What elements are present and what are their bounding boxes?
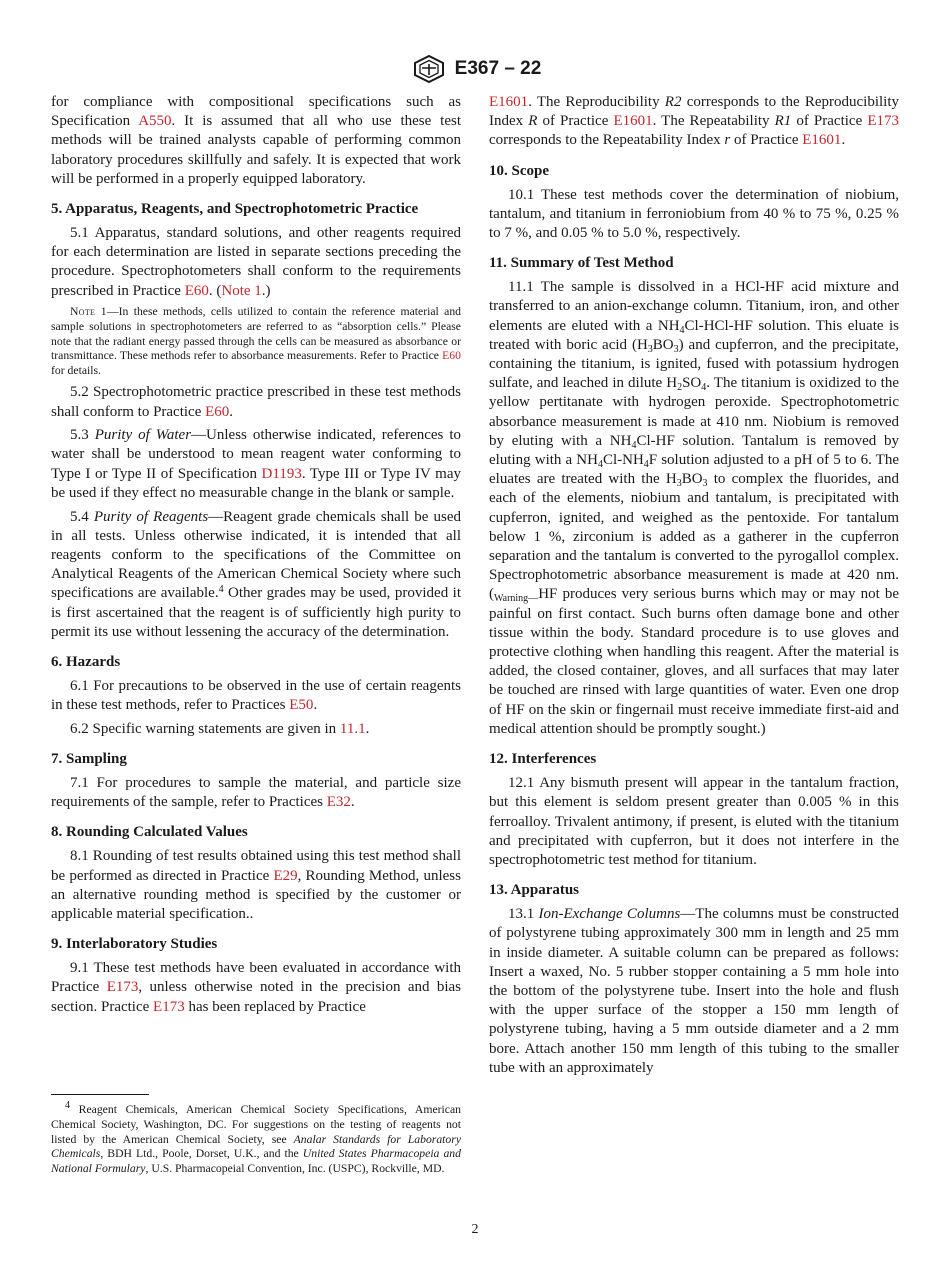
link-e60[interactable]: E60 bbox=[184, 282, 209, 299]
section-8-heading: 8. Rounding Calculated Values bbox=[51, 824, 248, 841]
paragraph-13-1: 13.1 Ion-Exchange Columns—The columns must be constructed of polystyrene tubing approximately 300 mm in length and 25 mm in inside diameter. A suitable column can be prepared as follows: Insert a waxed, No. 5 rubber stopper containing a 5 mm hole into the bottom of the polystyrene tube. Insert into the hole and flush with the upper surface of the stopper a 150 mm length of polystyrene tubing, having a 5 mm outside diameter and a 2 mm bore. Attach another 150 mm length of this tubing to the smaller tube with an approximately bbox=[489, 906, 900, 1076]
section-10-heading: 10. Scope bbox=[489, 162, 549, 179]
link-11-1[interactable]: 11.1 bbox=[339, 720, 366, 737]
link-note-1[interactable]: Note 1 bbox=[221, 282, 262, 299]
link-d1193[interactable]: D1193 bbox=[261, 465, 302, 482]
link-e1601[interactable]: E1601 bbox=[489, 94, 529, 110]
paragraph-5-4: 5.4 Purity of Reagents—Reagent grade chemicals shall be used in all tests. Unless otherwise indicated, it is intended that all reagents conform to the specifications of the Committee on Analytical Reagents of the American Chemical Society where such specifications are available.$^4$ Other grades may be used, provided it is first ascertained that the reagent is of sufficiently high purity to permit its use without lessening the accuracy of the determination. bbox=[51, 508, 461, 640]
paragraph-11-1: 11.1 The sample is dissolved in a HCl-HF acid mixture and transferred to an anion-exchange column. Titanium, iron, and other elements are eluted with a $NH_4Cl-HCl-HF$ solution. This eluate is treated with boric acid $(H_3BO_3)$ and cupferron, and the precipitate, containing the titanium, is ignited, fused with potassium hydrogen sulfate, and leached in dilute $H_2SO_4$. The titanium is oxidized to the yellow pertitanate with hydrogen peroxide. Spectrophotometric absorbance measurement is made at 410 nm. Niobium is removed by eluting with a $NH_4Cl-HF$ solution. Tantalum is removed by eluting with a $NH_4Cl-NH_4F$ solution adjusted to a pH of 5 to 6. The eluates are treated with the $H_3BO_3$ to complex the fluorides, and each of the elements, niobium and tantalum, is precipitated with cupferron, ignited, and weighed as the pentoxide. For tantalum below 1 %, zirconium is added as a gatherer in the cupferron separation and the tantalum is converted to the pyrogallol complex. Spectrophotometric absorbance measurement is made at 420 nm. ($_{Warning—}HF$ produces very serious burns which may or may not be painful on first contact. Such burns often damage bone and other tissue within the body. Standard procedure is to use gloves and protective clothing when handling this reagent. After the material is added, the closed container, gloves, and all surfaces that may later be touched are rinsed with large quantities of water. Even one drop of HF on the skin or fingernail must receive immediate first-aid and medical attention should be promptly sought.) bbox=[489, 279, 899, 737]
paragraph-7-1: 7.1 For procedures to sample the material, and particle size requirements of the sample, refer to Practices E32. bbox=[51, 775, 461, 811]
link-e173[interactable]: E173 bbox=[867, 113, 899, 130]
footnote-ref-4[interactable]: 4 bbox=[218, 584, 224, 596]
paragraph-5-1: 5.1 Apparatus, standard solutions, and other reagents required for each determination are listed in separate sections preceding the procedure. Spectrophotometers shall conform to the requirements prescribed in Practice E60. (Note 1.) bbox=[51, 225, 461, 299]
section-5-heading: 5. Apparatus, Reagents, and Spectrophotometric Practice bbox=[51, 201, 419, 218]
section-6-heading: 6. Hazards bbox=[51, 653, 121, 670]
link-e60[interactable]: E60 bbox=[442, 349, 461, 363]
section-9-heading: 9. Interlaboratory Studies bbox=[51, 936, 218, 953]
paragraph-9-1-continued: E1601. The Reproducibility R2 corresponds to the Reproducibility Index R of Practice E1601. The Repeatability R1 of Practice E173 corresponds to the Repeatability Index r of Practice E1601. bbox=[489, 94, 899, 149]
link-e29[interactable]: E29 bbox=[273, 867, 298, 884]
link-e1601[interactable]: E1601 bbox=[613, 113, 653, 130]
link-e50[interactable]: E50 bbox=[289, 697, 314, 714]
paragraph-8-1: 8.1 Rounding of test results obtained using this test method shall be performed as directed in Practice E29, Rounding Method, unless an alternative rounding method is specified by the customer or applicable material specification.. bbox=[51, 848, 461, 923]
footnote-divider bbox=[51, 1094, 149, 1095]
paragraph-12-1: 12.1 Any bismuth present will appear in the tantalum fraction, but this element is seldom present greater than 0.005 % in this ferroalloy. Trivalent antimony, if present, is eluted with the titanium and precipitated with cupferron, but it does not interfere in the spectrophotometric test method for titanium. bbox=[489, 775, 899, 868]
section-13-heading: 13. Apparatus bbox=[489, 882, 580, 899]
page-number: 2 bbox=[471, 1222, 479, 1237]
intro-paragraph: for compliance with compositional specifications such as Specification A550. It is assumed that all who use these test methods will be trained analysts capable of performing common laboratory procedures skillfully and safely. It is expected that work will be performed in a properly equipped laboratory. bbox=[51, 94, 462, 187]
section-7-heading: 7. Sampling bbox=[51, 751, 127, 768]
paragraph-9-1: 9.1 These test methods have been evaluated in accordance with Practice E173, unless otherwise noted in the precision and bias section. Practice E173 has been replaced by Practice bbox=[51, 960, 462, 1015]
link-e60[interactable]: E60 bbox=[205, 403, 230, 420]
section-12-heading: 12. Interferences bbox=[489, 751, 597, 768]
note-1: Note 1—In these methods, cells utilized to contain the reference material and sample solutions in spectrophotometers are referred to as “absorption cells.” Please note that the radiant energy passed through the cells can be measured as absorbance or transmittance. These methods refer to absorbance measurements. Refer to Practice E60 for details. bbox=[51, 305, 462, 377]
paragraph-5-2: 5.2 Spectrophotometric practice prescribed in these test methods shall conform to Practice E60. bbox=[51, 384, 461, 420]
link-a550[interactable]: A550 bbox=[138, 113, 172, 130]
link-e32[interactable]: E32 bbox=[326, 794, 351, 811]
footnote-4: $^4$ Reagent Chemicals, American Chemical Society Specifications, American Chemical Society, Washington, DC. For suggestions on the testing of reagents not listed by the American Chemical Society, see Analar Standards for Laboratory Chemicals, BDH Ltd., Poole, Dorset, U.K., and the United States Pharmacopeia and National Formulary, U.S. Pharmacopeial Convention, Inc. (USPC), Rockville, MD. bbox=[51, 1100, 462, 1176]
astm-logo-icon bbox=[409, 53, 449, 85]
link-e173[interactable]: E173 bbox=[106, 979, 139, 996]
link-e1601[interactable]: E1601 bbox=[802, 132, 842, 149]
section-11-heading: 11. Summary of Test Method bbox=[489, 255, 674, 272]
left-column bbox=[51, 93, 461, 1021]
document-designation: E367 – 22 bbox=[454, 58, 542, 79]
right-column bbox=[489, 93, 899, 1082]
paragraph-6-1: 6.1 For precautions to be observed in the use of certain reagents in these test methods, refer to Practices E50. bbox=[51, 677, 461, 714]
link-e173[interactable]: E173 bbox=[153, 998, 185, 1015]
paragraph-10-1: 10.1 These test methods cover the determination of niobium, tantalum, and titanium in ferroniobium from 40 % to 75 %, 0.25 % to 7 %, and 0.05 % to 5.0 %, respectively. bbox=[489, 186, 899, 242]
paragraph-6-2: 6.2 Specific warning statements are given in 11.1. bbox=[70, 720, 370, 737]
page-header bbox=[0, 52, 950, 86]
paragraph-5-3: 5.3 Purity of Water—Unless otherwise indicated, references to water shall be understood to mean reagent water conforming to Type I or Type II of Specification D1193. Type III or Type IV may be used if they effect no measurable change in the blank or sample. bbox=[51, 427, 461, 501]
